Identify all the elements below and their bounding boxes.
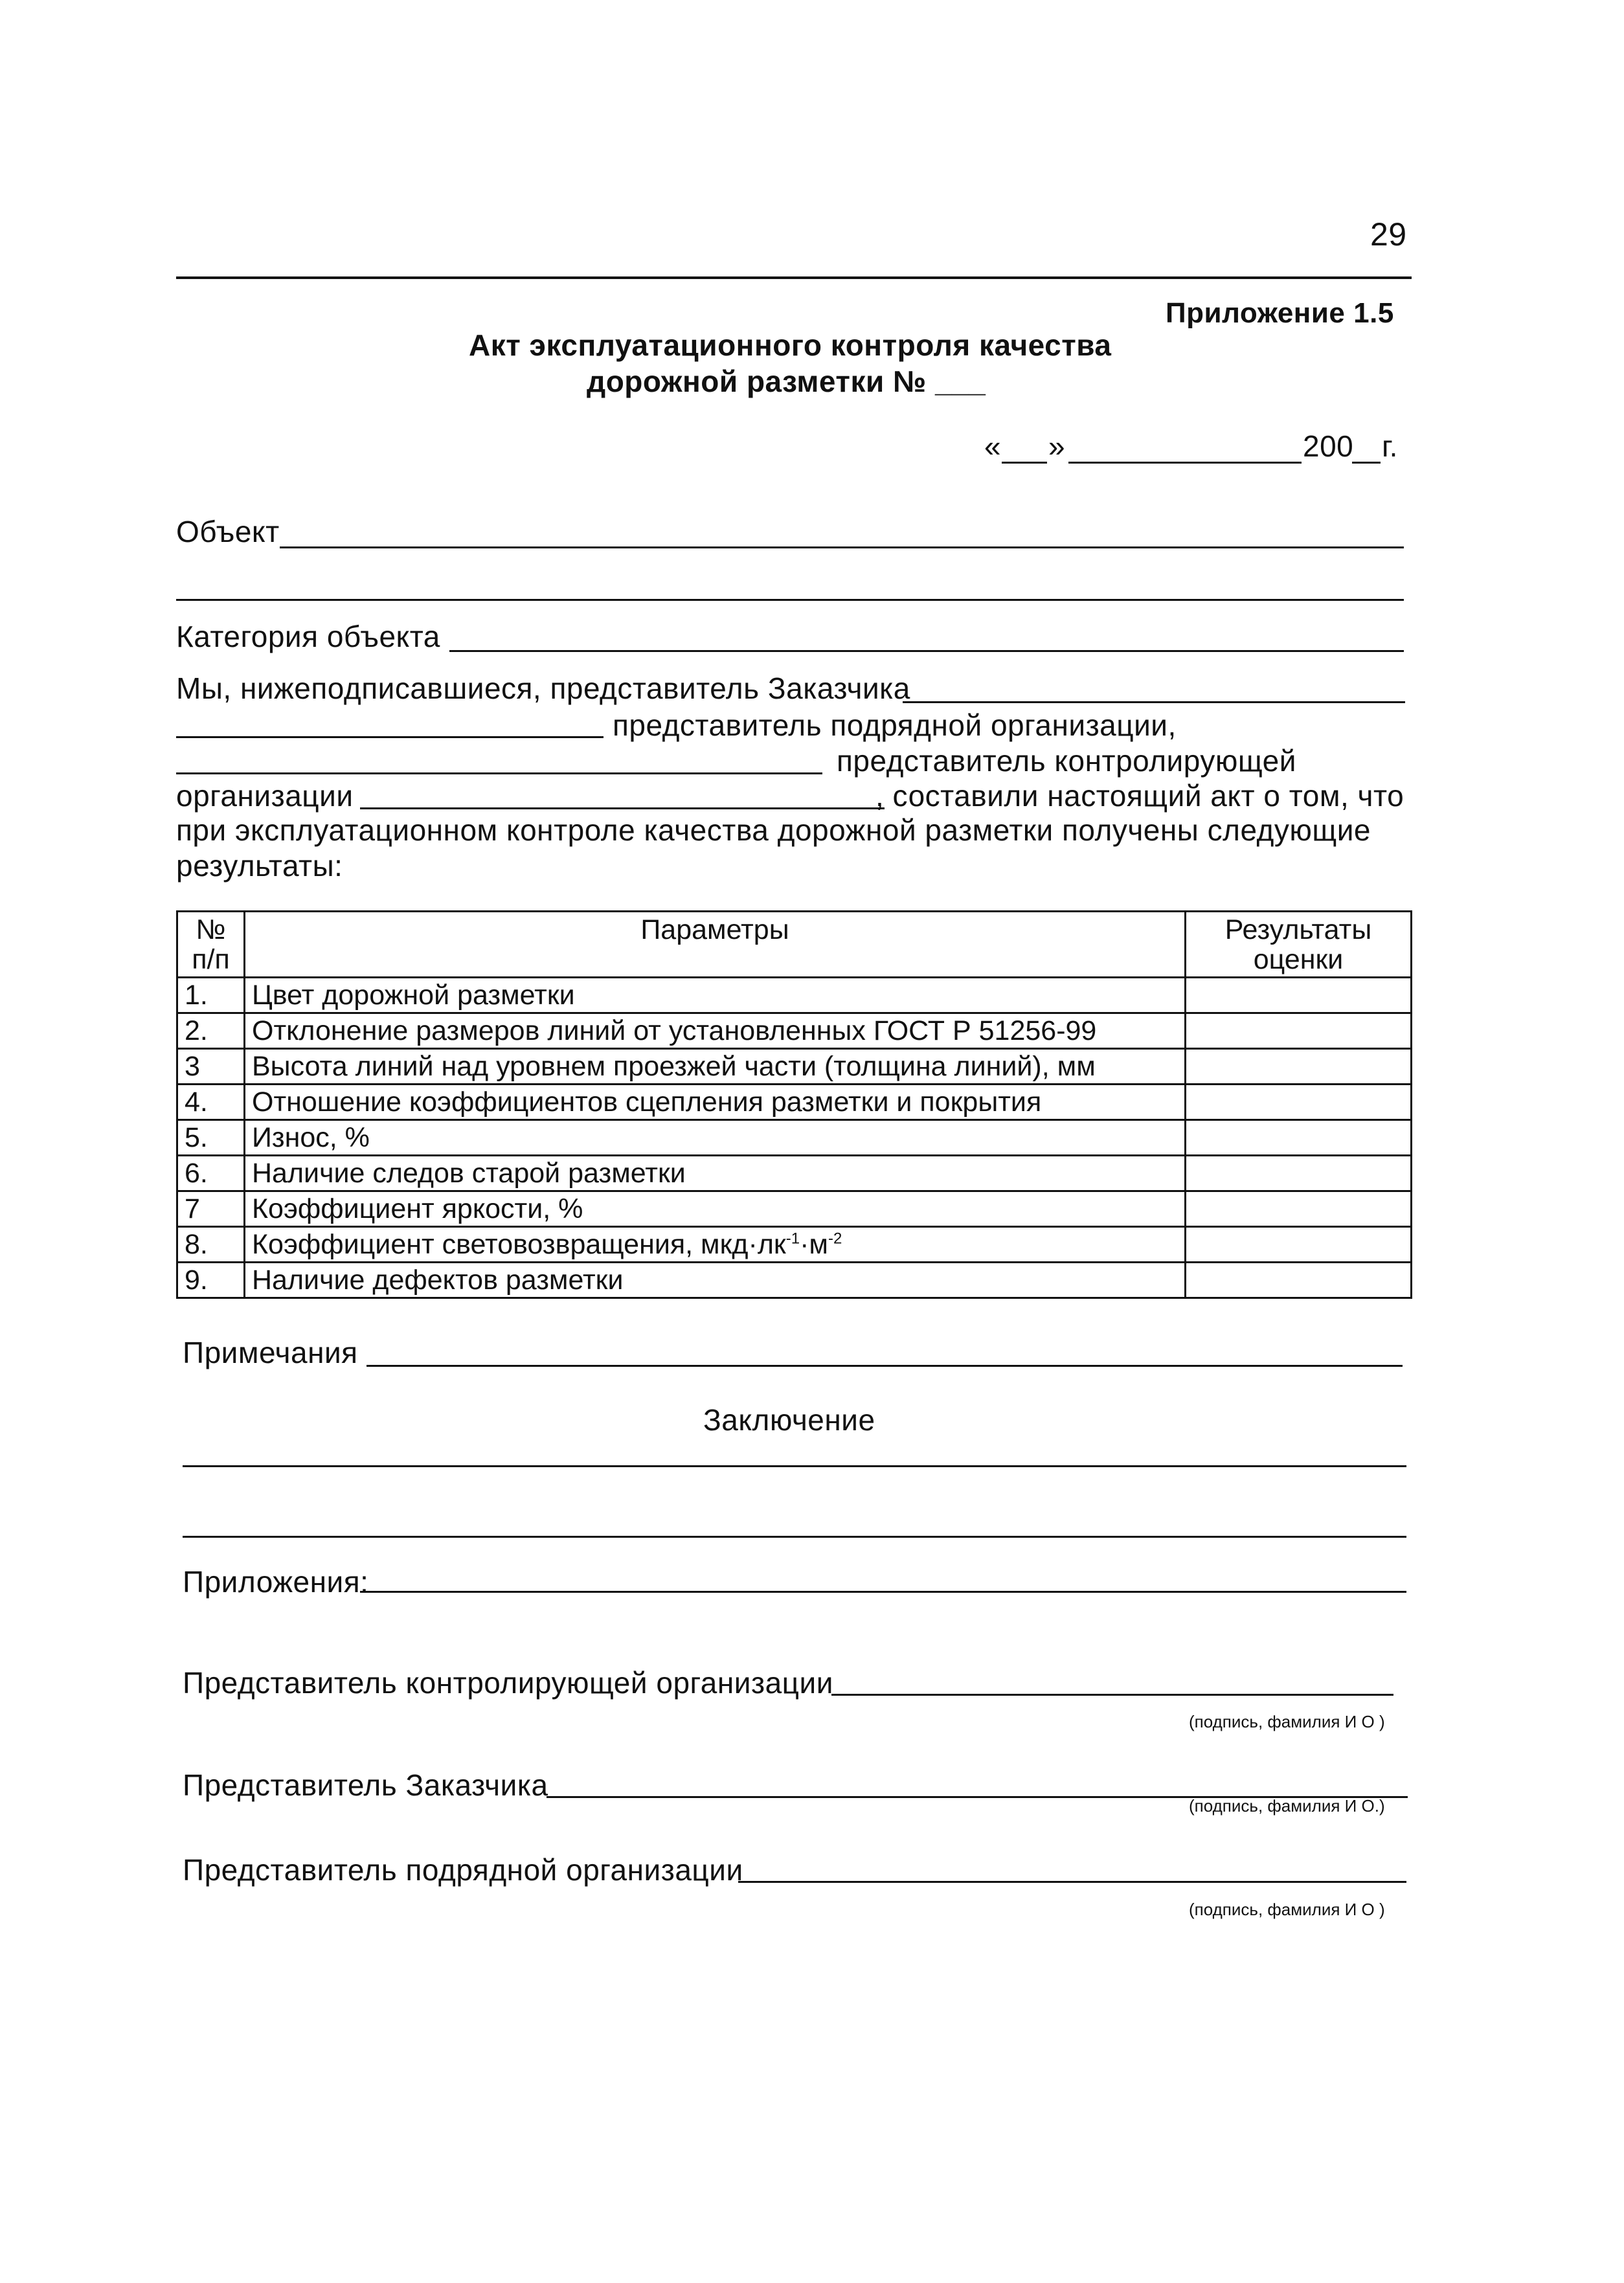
- table-row: [177, 978, 1412, 1013]
- object-field-line2[interactable]: [176, 599, 1404, 601]
- intro-line2: представитель подрядной организации,: [613, 708, 1177, 742]
- results-table: [176, 910, 1412, 1299]
- category-label: Категория объекта: [176, 620, 440, 653]
- date-day-field[interactable]: [1002, 462, 1047, 464]
- header-number: [177, 912, 245, 978]
- row-parameter-text: Коэффициент световозвращения, мкд·лк: [252, 1228, 786, 1260]
- intro-line1: Мы, нижеподписавшиеся, представитель Заказчика: [176, 671, 910, 705]
- row-number: 9.: [177, 1263, 245, 1298]
- row-parameter-text-mid: ·м: [800, 1228, 828, 1260]
- header-results-line2: оценки: [1253, 944, 1344, 976]
- date-year-field[interactable]: [1352, 462, 1381, 464]
- notes-field[interactable]: [367, 1365, 1403, 1367]
- row-result-cell[interactable]: [1186, 1156, 1412, 1191]
- attachments-label: Приложения:: [183, 1565, 369, 1599]
- date-year-suffix: г.: [1382, 429, 1398, 463]
- signature-customer-label: Представитель Заказчика: [183, 1768, 548, 1802]
- conclusion-heading: Заключение: [703, 1403, 875, 1437]
- row-result-cell[interactable]: [1186, 1120, 1412, 1156]
- object-label: Объект: [176, 515, 280, 548]
- header-parameters: [245, 912, 1186, 978]
- date-year-prefix: 200: [1303, 429, 1354, 463]
- document-title-line2: дорожной разметки № ___: [587, 365, 986, 398]
- signature-controlling-label: Представитель контролирующей организации: [183, 1666, 833, 1700]
- row-number: 1.: [177, 978, 245, 1013]
- signature-contractor-hint: (подпись, фамилия И О ): [1189, 1900, 1385, 1919]
- customer-rep-field[interactable]: [903, 701, 1405, 703]
- row-number: 5.: [177, 1120, 245, 1156]
- row-number: 2.: [177, 1013, 245, 1049]
- row-number: 4.: [177, 1085, 245, 1120]
- row-number: 6.: [177, 1156, 245, 1191]
- intro-line4-end: , составили настоящий акт о том, что: [875, 779, 1404, 813]
- signature-controlling-hint: (подпись, фамилия И О ): [1189, 1712, 1385, 1731]
- row-parameter: Отношение коэффициентов сцепления разметки и покрытия: [245, 1085, 1186, 1120]
- date-month-field[interactable]: [1068, 462, 1302, 464]
- header-parameters-label: Параметры: [640, 914, 789, 945]
- table-row: [177, 1049, 1412, 1085]
- header-number-line2: п/п: [192, 944, 230, 976]
- header-number-line1: №: [196, 914, 226, 945]
- row-number: 7: [177, 1191, 245, 1227]
- row-parameter: Коэффициент яркости, %: [245, 1191, 1186, 1227]
- row-parameter: Наличие следов старой разметки: [245, 1156, 1186, 1191]
- table-row: [177, 1156, 1412, 1191]
- intro-line3: представитель контролирующей: [837, 744, 1296, 778]
- table-row: [177, 1263, 1412, 1298]
- appendix-label: Приложение 1.5: [1166, 297, 1394, 329]
- signature-contractor-label: Представитель подрядной организации: [183, 1853, 743, 1887]
- row-result-cell[interactable]: [1186, 1085, 1412, 1120]
- conclusion-field-line2[interactable]: [183, 1536, 1406, 1538]
- row-result-cell[interactable]: [1186, 1227, 1412, 1263]
- header-results-line1: Результаты: [1224, 914, 1372, 945]
- attachments-field[interactable]: [360, 1591, 1406, 1593]
- table-row: [177, 1191, 1412, 1227]
- row-parameter: Высота линий над уровнем проезжей части (толщина линий), мм: [245, 1049, 1186, 1085]
- row-number: 8.: [177, 1227, 245, 1263]
- row-parameter: Наличие дефектов разметки: [245, 1263, 1186, 1298]
- header-rule: [176, 276, 1412, 279]
- row-parameter: Цвет дорожной разметки: [245, 978, 1186, 1013]
- conclusion-field-line1[interactable]: [183, 1465, 1406, 1467]
- contractor-rep-field[interactable]: [176, 736, 603, 738]
- row-number: 3: [177, 1049, 245, 1085]
- signature-customer-hint: (подпись, фамилия И О.): [1189, 1796, 1385, 1816]
- table-row: [177, 1013, 1412, 1049]
- row-parameter: Износ, %: [245, 1120, 1186, 1156]
- table-row: [177, 1120, 1412, 1156]
- row-parameter-exponent2: -2: [828, 1230, 842, 1248]
- intro-line5: при эксплуатационном контроле качества дорожной разметки получены следующие: [176, 813, 1371, 847]
- controller-rep-field[interactable]: [176, 772, 822, 774]
- row-parameter: [245, 1227, 1186, 1263]
- row-result-cell[interactable]: [1186, 978, 1412, 1013]
- table-header-row: [177, 912, 1412, 978]
- object-field[interactable]: [280, 546, 1404, 548]
- row-parameter-exponent1: -1: [785, 1230, 800, 1248]
- notes-label: Примечания: [183, 1336, 358, 1369]
- table-row: [177, 1227, 1412, 1263]
- document-title-line1: Акт эксплуатационного контроля качества: [469, 328, 1112, 362]
- table-row: [177, 1085, 1412, 1120]
- row-parameter: Отклонение размеров линий от установленных ГОСТ Р 51256-99: [245, 1013, 1186, 1049]
- date-open-quote: «: [984, 429, 1002, 463]
- page-number: 29: [1370, 216, 1407, 253]
- date-close-quote: »: [1048, 429, 1066, 463]
- intro-line6: результаты:: [176, 849, 343, 883]
- category-field[interactable]: [449, 650, 1404, 652]
- intro-line4-start: организации: [176, 779, 354, 813]
- row-result-cell[interactable]: [1186, 1191, 1412, 1227]
- signature-contractor-field[interactable]: [738, 1881, 1406, 1883]
- header-results: [1186, 912, 1412, 978]
- controller-org-field[interactable]: [360, 807, 885, 809]
- row-result-cell[interactable]: [1186, 1049, 1412, 1085]
- row-result-cell[interactable]: [1186, 1013, 1412, 1049]
- signature-controlling-field[interactable]: [831, 1694, 1393, 1696]
- row-result-cell[interactable]: [1186, 1263, 1412, 1298]
